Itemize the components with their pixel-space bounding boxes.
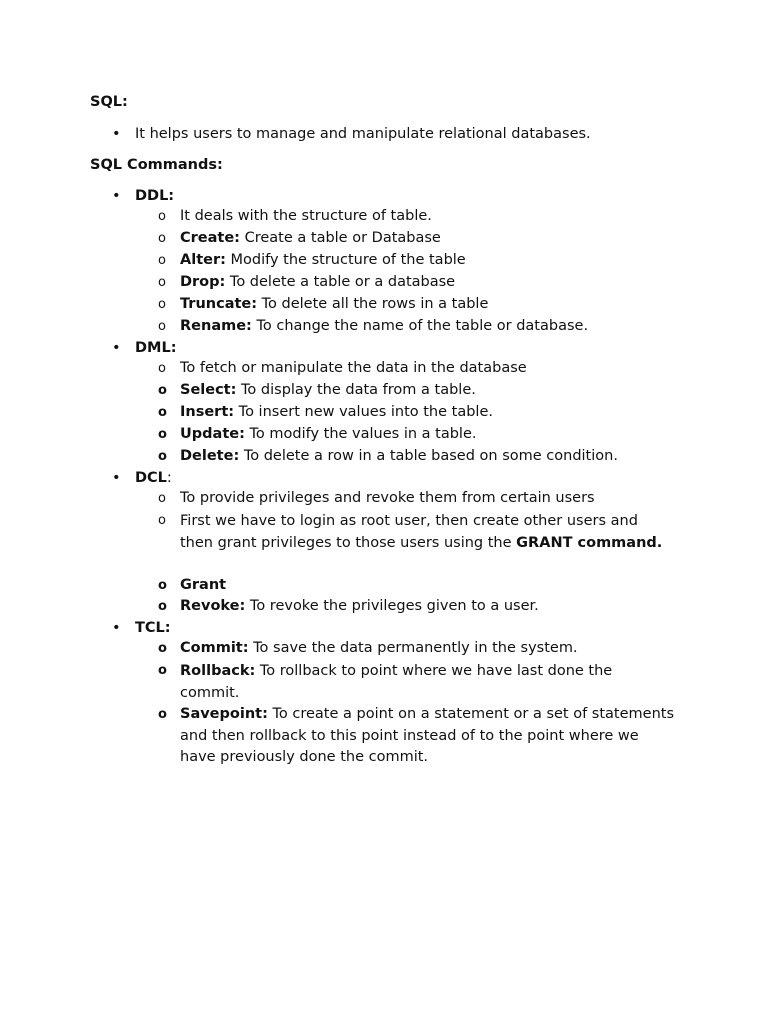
dml-item-term: Insert:: [180, 404, 235, 420]
dcl-label: DCL: [135, 470, 167, 486]
tcl-item-term: Rollback:: [180, 663, 256, 679]
dml-item: [158, 446, 678, 468]
sub-bullet-glyph: o: [158, 578, 167, 593]
sub-bullet-glyph: o: [158, 491, 166, 506]
sub-bullet-glyph: o: [158, 513, 166, 528]
dcl-item: [158, 596, 678, 618]
sql-bullet-text: It helps users to manage and manipulate relational databases.: [135, 126, 591, 142]
ddl-item-text: Modify the structure of the table: [225, 252, 466, 268]
bullet-glyph: •: [112, 126, 121, 142]
dml-item-text: To display the data from a table.: [236, 382, 476, 398]
bullet-glyph: •: [112, 620, 121, 636]
tcl-item: [158, 704, 678, 769]
dml-item-text: To modify the values in a table.: [244, 426, 477, 442]
sub-bullet-glyph: o: [158, 599, 167, 614]
tcl-item-text: To rollback to point where we have last done the commit.: [180, 663, 613, 701]
dml-item: [158, 424, 678, 446]
tcl-item-term: Commit:: [180, 640, 249, 656]
dcl-item-text: First we have to login as root user, then create other users and then grant privileges to those users using the: [180, 513, 638, 551]
ddl-item-text: To delete a table or a database: [225, 274, 456, 290]
bullet-glyph: •: [112, 188, 121, 204]
ddl-item-term: Alter:: [180, 252, 226, 268]
dml-item-term: Delete:: [180, 448, 240, 464]
sub-bullet-glyph: o: [158, 449, 167, 464]
tcl-item-text: To save the data permanently in the system.: [248, 640, 578, 656]
ddl-item-text: To change the name of the table or database.: [251, 318, 589, 334]
ddl-item: [158, 250, 678, 272]
ddl-item: [158, 228, 678, 250]
bullet-glyph: •: [112, 470, 121, 486]
sub-bullet-glyph: o: [158, 663, 167, 678]
dml-item: [158, 402, 678, 424]
dcl-item-text: To provide privileges and revoke them from certain users: [180, 490, 595, 506]
ddl-item-text: To delete all the rows in a table: [257, 296, 489, 312]
sub-bullet-glyph: o: [158, 641, 167, 656]
ddl-item-term: Rename:: [180, 318, 252, 334]
dcl-item: [158, 510, 678, 554]
sub-bullet-glyph: o: [158, 275, 166, 290]
sub-bullet-glyph: o: [158, 707, 167, 722]
dml-item-text: To fetch or manipulate the data in the database: [180, 360, 527, 376]
ddl-item-text: Create a table or Database: [239, 230, 441, 246]
sub-bullet-glyph: o: [158, 297, 166, 312]
dml-item-term: Select:: [180, 382, 237, 398]
bullet-glyph: •: [112, 340, 121, 356]
ddl-item-term: Drop:: [180, 274, 226, 290]
dcl-item: [158, 488, 678, 510]
dml-item-term: Update:: [180, 426, 245, 442]
sub-bullet-glyph: o: [158, 231, 166, 246]
tcl-item-text: To create a point on a statement or a set of statements and then rollback to this point instead of to the point where we have previously done the commit.: [180, 706, 675, 765]
sub-bullet-glyph: o: [158, 253, 166, 268]
sub-bullet-glyph: o: [158, 427, 167, 442]
sub-bullet-glyph: o: [158, 209, 166, 224]
sub-bullet-glyph: o: [158, 383, 167, 398]
ddl-item: [158, 294, 678, 316]
dcl-label-colon: :: [166, 470, 172, 486]
sub-bullet-glyph: o: [158, 319, 166, 334]
ddl-item: [158, 272, 678, 294]
dcl-item-term: GRANT command.: [516, 535, 663, 551]
dml-item: [158, 380, 678, 402]
ddl-item-term: Truncate:: [180, 296, 258, 312]
dcl-item-term: Revoke:: [180, 598, 246, 614]
dcl-item-term: Grant: [180, 577, 227, 593]
dml-item: [158, 358, 678, 380]
tcl-label: TCL:: [135, 620, 171, 636]
ddl-item: [158, 316, 678, 338]
sql-commands-heading: SQL Commands:: [90, 157, 223, 173]
ddl-item-term: Create:: [180, 230, 240, 246]
dcl-item-text: To revoke the privileges given to a user.: [245, 598, 539, 614]
tcl-item: [158, 660, 678, 704]
dml-item-text: To delete a row in a table based on some condition.: [239, 448, 618, 464]
dml-item-text: To insert new values into the table.: [234, 404, 493, 420]
tcl-item: [158, 638, 678, 660]
ddl-item-text: It deals with the structure of table.: [180, 208, 432, 224]
dcl-item: [158, 575, 678, 597]
sql-heading: SQL:: [90, 94, 128, 110]
ddl-label: DDL:: [135, 188, 175, 204]
sub-bullet-glyph: o: [158, 405, 167, 420]
ddl-item: [158, 206, 678, 228]
tcl-item-term: Savepoint:: [180, 706, 268, 722]
sub-bullet-glyph: o: [158, 361, 166, 376]
dml-label: DML:: [135, 340, 177, 356]
